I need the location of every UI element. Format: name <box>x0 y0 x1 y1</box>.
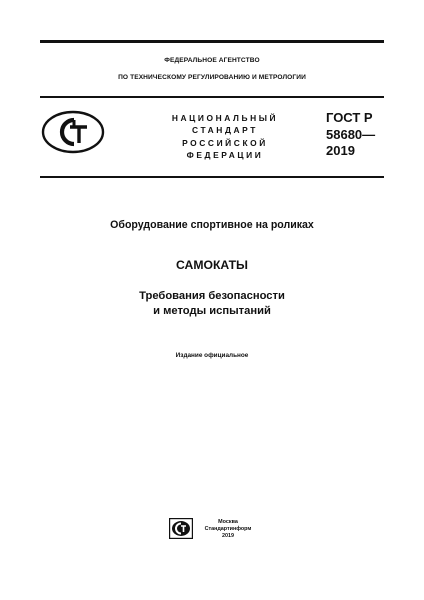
subtitle-line: Требования безопасности <box>139 290 285 302</box>
standartinform-logo-icon <box>169 518 193 539</box>
edition-label: Издание официальное <box>175 352 249 359</box>
national-line: РОССИЙСКОЙ <box>182 137 268 148</box>
top-rule <box>40 40 384 43</box>
publisher-city: Москва <box>218 519 238 525</box>
national-standard-label <box>160 112 290 161</box>
publisher-year: 2019 <box>222 533 234 540</box>
designation-line: 58680— <box>326 126 376 142</box>
national-line: НАЦИОНАЛЬНЫЙ <box>171 113 279 123</box>
subtitle-line: и методы испытаний <box>153 305 271 317</box>
gost-r-emblem-icon <box>41 110 105 154</box>
group-title: Оборудование спортивное на роликах <box>110 219 314 231</box>
publisher-name: Стандартинформ <box>204 526 252 533</box>
header-rule <box>40 96 384 98</box>
designation-line: ГОСТ Р <box>326 110 373 125</box>
main-title: САМОКАТЫ <box>176 258 248 272</box>
block-rule <box>40 176 384 178</box>
agency-line-2: ПО ТЕХНИЧЕСКОМУ РЕГУЛИРОВАНИЮ И МЕТРОЛОГИИ <box>118 74 306 81</box>
agency-line-1: ФЕДЕРАЛЬНОЕ АГЕНТСТВО <box>164 57 260 64</box>
standard-designation <box>326 110 396 160</box>
designation-line: 2019 <box>326 143 355 158</box>
national-line: ФЕДЕРАЦИИ <box>186 149 264 160</box>
subtitle <box>40 289 384 319</box>
publisher-block <box>196 519 260 541</box>
national-line: СТАНДАРТ <box>192 125 258 136</box>
